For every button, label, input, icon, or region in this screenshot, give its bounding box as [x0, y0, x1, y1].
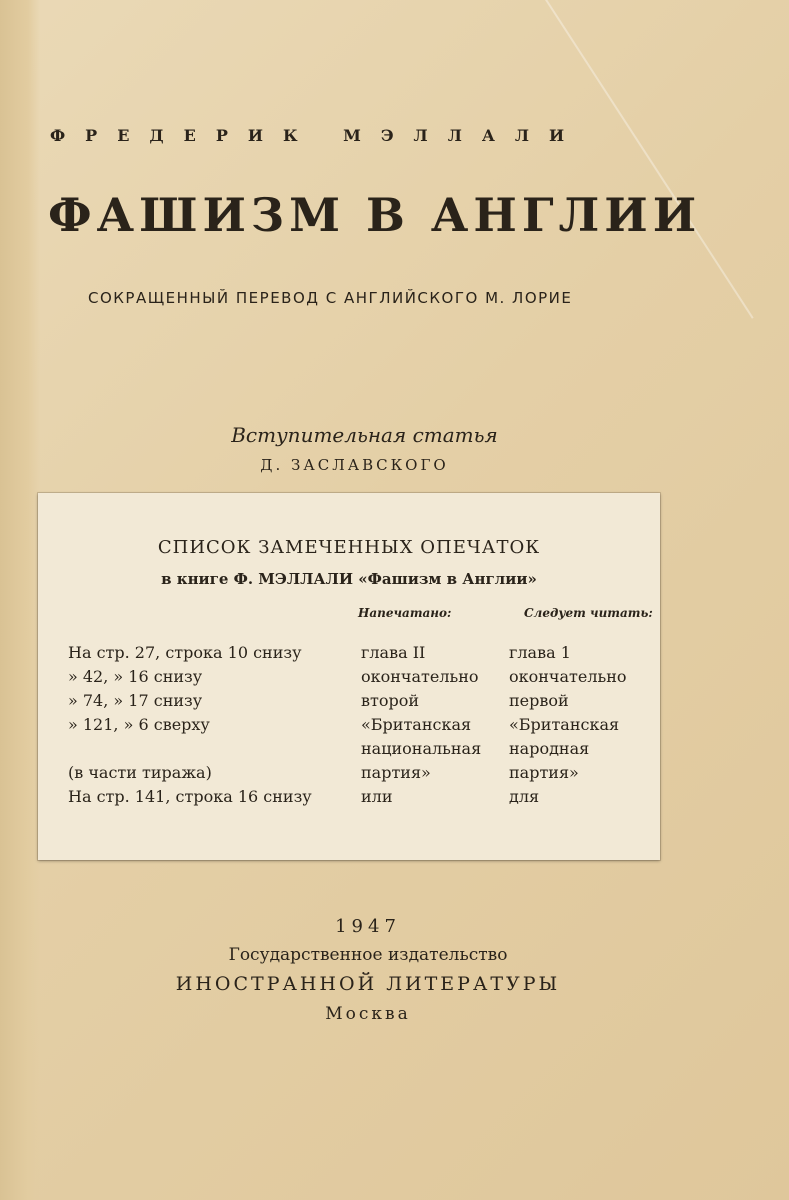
author-name: ФРЕДЕРИК МЭЛЛАЛИ: [50, 126, 585, 145]
errata-correct: окончательно: [509, 667, 627, 686]
errata-printed: национальная: [361, 739, 482, 758]
errata-printed: «Британская: [361, 715, 472, 734]
publication-year: 1947: [335, 916, 401, 937]
errata-printed: или: [361, 787, 393, 806]
errata-title: СПИСОК ЗАМЕЧЕННЫХ ОПЕЧАТОК: [157, 537, 541, 558]
errata-column-correct: Следует читать:: [524, 606, 653, 620]
errata-printed: окончательно: [361, 667, 479, 686]
intro-author: Д. ЗАСЛАВСКОГО: [260, 456, 449, 474]
errata-correct: народная: [509, 739, 590, 758]
errata-subtitle: в книге Ф. МЭЛЛАЛИ «Фашизм в Англии»: [161, 570, 537, 588]
errata-column-printed: Напечатано:: [358, 606, 452, 620]
errata-correct: партия»: [509, 763, 579, 782]
translation-credit: СОКРАЩЕННЫЙ ПЕРЕВОД С АНГЛИЙСКОГО М. ЛОРИЕ: [88, 289, 573, 307]
errata-slip: [38, 493, 660, 860]
publisher-line1: Государственное издательство: [228, 945, 508, 965]
errata-ref: » 121, » 6 сверху: [68, 715, 210, 734]
errata-correct: глава 1: [509, 643, 571, 662]
errata-ref: На стр. 27, строка 10 снизу: [68, 643, 302, 662]
errata-printed: партия»: [361, 763, 431, 782]
errata-printed: второй: [361, 691, 420, 710]
errata-correct: для: [509, 787, 540, 806]
errata-ref: На стр. 141, строка 16 снизу: [68, 787, 312, 806]
book-title: ФАШИЗМ В АНГЛИИ: [48, 188, 702, 242]
errata-correct: первой: [509, 691, 569, 710]
errata-printed: глава II: [361, 643, 426, 662]
paper-fold-crease: [545, 0, 754, 319]
errata-ref: » 74, » 17 снизу: [68, 691, 203, 710]
publication-city: Москва: [325, 1004, 411, 1024]
errata-correct: «Британская: [509, 715, 620, 734]
intro-label: Вступительная статья: [231, 423, 498, 447]
publisher-line2: ИНОСТРАННОЙ ЛИТЕРАТУРЫ: [175, 973, 561, 995]
errata-ref: » 42, » 16 снизу: [68, 667, 203, 686]
errata-ref: (в части тиража): [68, 763, 212, 782]
